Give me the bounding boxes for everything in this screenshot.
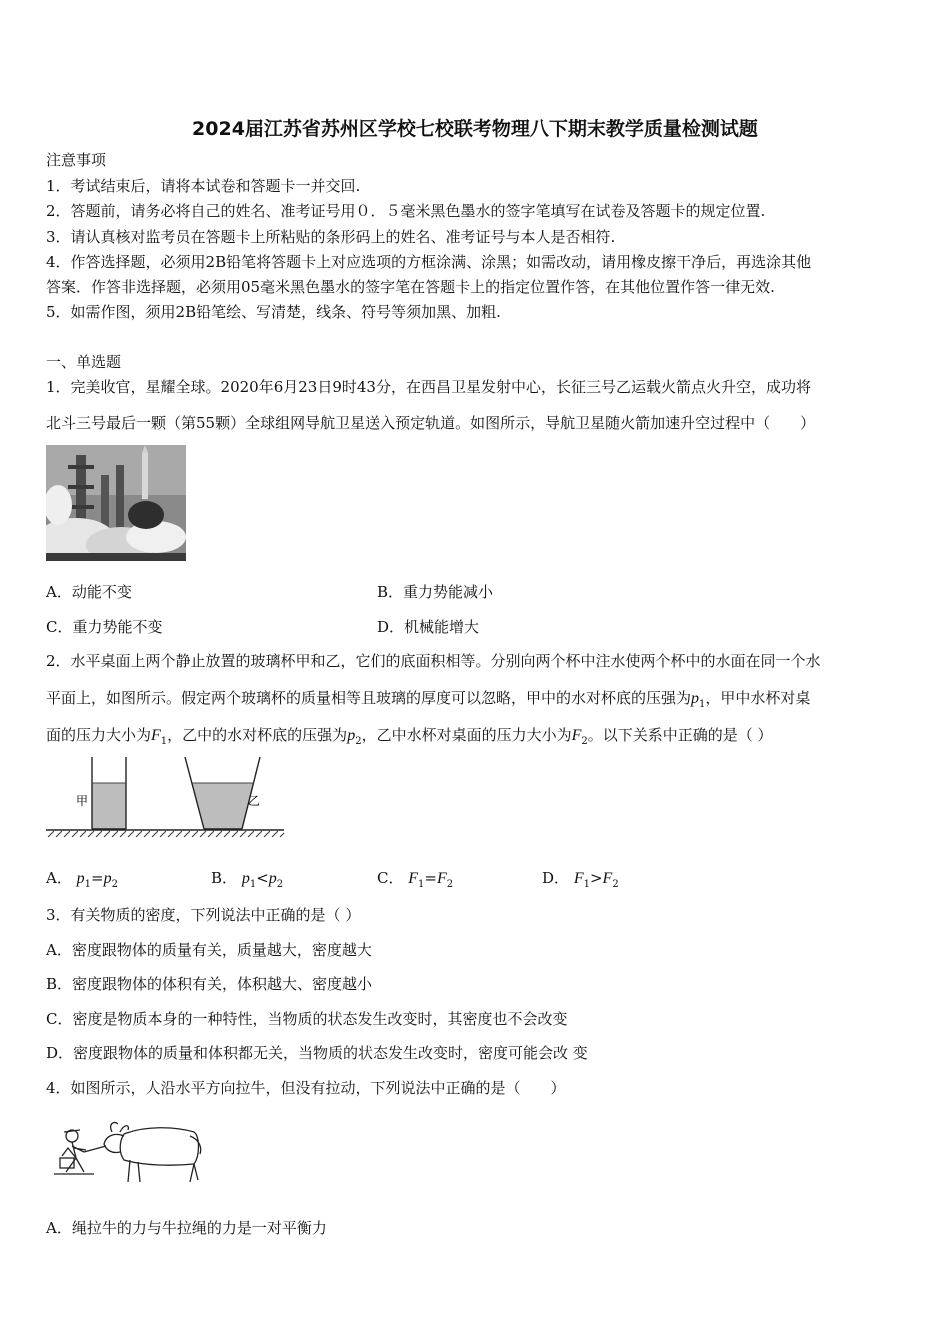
- q2-stem-line2: 平面上，如图所示。假定两个玻璃杯的质量相等且玻璃的厚度可以忽略，甲中的水对杯底的压强为$p_1$，甲中水杯对桌: [46, 689, 811, 710]
- q4-option-a: A．绳拉牛的力与牛拉绳的力是一对平衡力: [46, 1219, 327, 1237]
- notice-item: 5．如需作图，须用2B铅笔绘、写清楚，线条、符号等须加黑、加粗.: [46, 303, 501, 321]
- q3-option-a: A．密度跟物体的质量有关，质量越大，密度越大: [46, 941, 372, 959]
- notice-item: 1．考试结束后，请将本试卷和答题卡一并交回.: [46, 177, 361, 195]
- q3-option-d: D．密度跟物体的质量和体积都无关，当物质的状态发生改变时，密度可能会改 变: [46, 1044, 588, 1062]
- q1-option-c: C．重力势能不变: [46, 618, 163, 636]
- q2-stem-line3: 面的压力大小为$F_1$，乙中的水对杯底的压强为$p_2$，乙中水杯对桌面的压力大小为$F_2$。以下关系中正确的是（ ）: [46, 726, 773, 747]
- notice-item: 3．请认真核对监考员在答题卡上所粘贴的条形码上的姓名、准考证号与本人是否相符.: [46, 228, 616, 246]
- q2-option-a: A． $p_1=p_2$: [46, 869, 118, 890]
- q1-option-d: D．机械能增大: [377, 618, 480, 636]
- q1-stem-line1: 1．完美收官，星耀全球。2020年6月23日9时43分，在西昌卫星发射中心，长征三号乙运载火箭点火升空，成功将: [46, 378, 811, 396]
- rocket-launch-photo: [46, 445, 186, 565]
- q3-option-c: C．密度是物质本身的一种特性，当物质的状态发生改变时，其密度也不会改变: [46, 1010, 568, 1028]
- q3-stem: 3．有关物质的密度，下列说法中正确的是（ ）: [46, 906, 361, 924]
- glass-cups-figure: [46, 755, 286, 845]
- q2-option-d: D． $F_1>F_2$: [542, 869, 619, 890]
- man-pulling-ox-drawing: [54, 1112, 204, 1194]
- notice-heading: 注意事项: [46, 151, 107, 169]
- section-heading: 一、单选题: [46, 353, 122, 371]
- notice-item: 答案．作答非选择题，必须用05毫米黑色墨水的签字笔在答题卡上的指定位置作答，在其他位置作答一律无效.: [46, 278, 775, 296]
- q2-option-c: C． $F_1=F_2$: [377, 869, 454, 890]
- q2-option-b: B． $p_1<p_2$: [211, 869, 284, 890]
- page-title: 2024届江苏省苏州区学校七校联考物理八下期末教学质量检测试题: [192, 118, 758, 140]
- notice-item: 2．答题前，请务必将自己的姓名、准考证号用０．５毫米黑色墨水的签字笔填写在试卷及答题卡的规定位置.: [46, 202, 766, 220]
- q1-option-a: A．动能不变: [46, 583, 132, 601]
- label-jia: 甲: [76, 794, 89, 808]
- q2-stem-line1: 2．水平桌面上两个静止放置的玻璃杯甲和乙，它们的底面积相等。分别向两个杯中注水使两个杯中的水面在同一个水: [46, 652, 821, 670]
- label-yi: 乙: [248, 794, 261, 808]
- notice-item: 4．作答选择题，必须用2B铅笔将答题卡上对应选项的方框涂满、涂黑；如需改动，请用橡皮擦干净后，再选涂其他: [46, 253, 812, 271]
- q4-stem: 4．如图所示，人沿水平方向拉牛，但没有拉动，下列说法中正确的是（ ）: [46, 1079, 566, 1097]
- q3-option-b: B．密度跟物体的体积有关，体积越大、密度越小: [46, 975, 373, 993]
- q1-option-b: B．重力势能减小: [377, 583, 494, 601]
- q1-stem-line2: 北斗三号最后一颗（第55颗）全球组网导航卫星送入预定轨道。如图所示，导航卫星随火箭加速升空过程中（ ）: [46, 414, 816, 432]
